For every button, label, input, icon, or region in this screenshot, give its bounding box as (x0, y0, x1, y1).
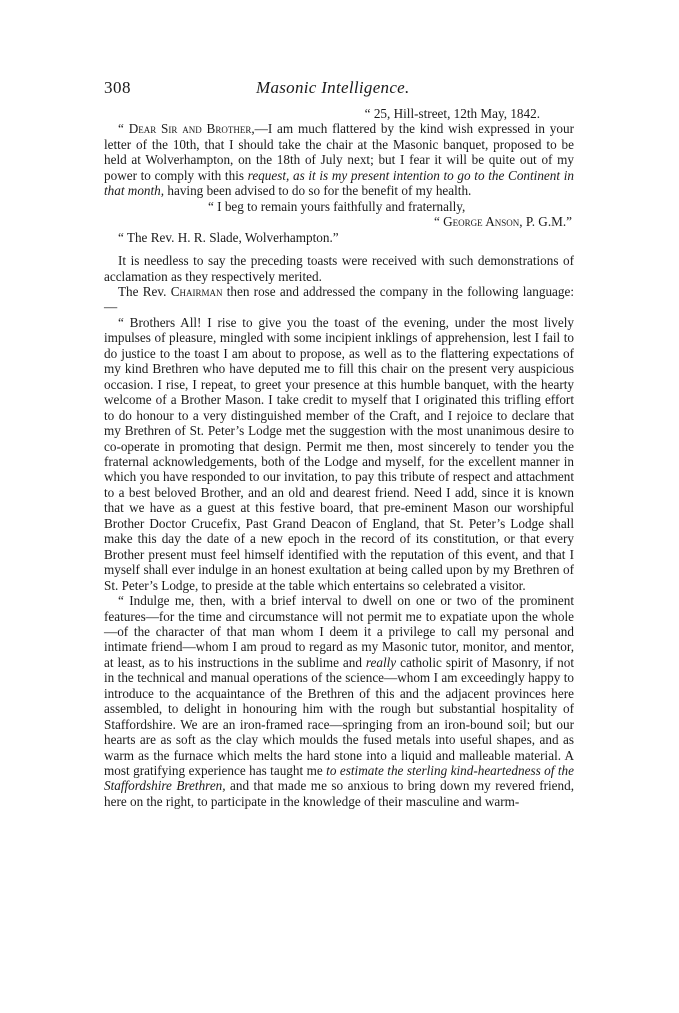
letter-date-line: “ 25, Hill-street, 12th May, 1842. (364, 106, 540, 121)
page-number: 308 (104, 78, 131, 97)
letter-italic-passage: request, as it is my present intention to go to the Continent in that month, (104, 167, 574, 199)
chairman-smallcaps: Chairman (170, 283, 223, 299)
page-header (104, 78, 574, 104)
paragraph-chairman: The Rev. Chairman then rose and addressed the company in the following language:— (104, 283, 575, 315)
letter-signature: “ George Anson, P. G.M.” (433, 214, 572, 230)
letter-closing: “ I beg to remain yours faithfully and fraternally, (208, 198, 466, 214)
italic-passage-staffordshire: to estimate the sterling kind-heartedness of the Staffordshire Brethren, (104, 763, 575, 794)
signature-name: George Anson, (443, 214, 523, 230)
section-gap (104, 245, 574, 253)
running-title: Masonic Intelligence. (256, 78, 410, 97)
paragraph-toasts: It is needless to say the preceding toasts were received with such demonstrations of acclamation as they respectively merited. (104, 253, 574, 284)
paragraph-speech-continued: “ Indulge me, then, with a brief interval to dwell on one or two of the prominent features—for the time and circumstance will not permit me to expatiate upon the whole—of the character of that man whom I deem it a privilege to call my personal and intimate friend—whom I am proud to regard as my Masonic tutor, monitor, and mentor, at least, as to his instructions in the sublime and really catholic spirit of Masonry, if not in the technical and manual operations of the science—whom I am exceedingly happy to introduce to the acquaintance of the Brethren of this and the adjacent provinces here assembled, to delight in honouring him with the rough but substantial hospitality of Staffordshire. We are an iron-framed race—springing from an iron-bound soil; but our hearts are as soft as the clay which moulds the fused metals into useful shapes, and as warm as the furnace which melts the hard stone into a liquid and malleable material. A most gratifying experience has taught me to estimate the sterling kind-heartedness of the Staffordshire Brethren, and that made me so anxious to bring down my revered friend, here on the right, to participate in the knowledge of their masculine and warm- (104, 593, 575, 809)
document-page (104, 78, 574, 809)
letter-addressee: “ The Rev. H. R. Slade, Wolverhampton.” (118, 229, 339, 245)
paragraph-speech-opening: “ Brothers All! I rise to give you the toast of the evening, under the most lively impulses of pleasure, mingled with some incipient inklings of apprehension, lest I fail to do justice to the toast I am about to propose, as well as to the flattering expectations of my kind Brethren who have deputed me to fill this chair on the present very auspicious occasion. I rise, I repeat, to greet your presence at this humble banquet, with the hearty welcome of a Brother Mason. I take credit to myself that I originated this trifling effort to do honour to a very distinguished member of the Craft, and I rejoice to declare that my Brethren of St. Peter’s Lodge met the suggestion with the most unanimous desire to co-operate in promoting that design. Permit me then, most sincerely to tender you the fraternal acknowledgements, both of the Lodge and myself, for the excellent manner in which you have responded to our invitation, to pay this tribute of respect and attachment to a best beloved Brother, and an old and dearest friend. Need I add, since it is known that we have as a guest at this festive board, that pre-eminent Mason our worshipful Brother Doctor Crucefix, Past Grand Deacon of England, that St. Peter’s Lodge shall make this day the date of a new epoch in the record of its constitution, or that every Brother present must feel himself identified with the reputation of this event, and that I myself shall ever indulge in an honest exultation at being called upon by my Brethren of St. Peter’s Lodge, to preside at the table which entertains so celebrated a visitor. (104, 314, 574, 593)
italic-really: really (365, 654, 397, 670)
letter-salutation: Dear Sir and Brother, (128, 121, 255, 137)
letter-body: “ Dear Sir and Brother,—I am much flattered by the kind wish expressed in your letter of the 10th, that I should take the chair at the Masonic banquet, proposed to be held at Wolverhampton, on the 18th of July next; but I fear it will be quite out of my power to comply with this request, as it is my present intention to go to the Continent in that month, having been advised to do so for the benefit of my health. (104, 121, 574, 199)
